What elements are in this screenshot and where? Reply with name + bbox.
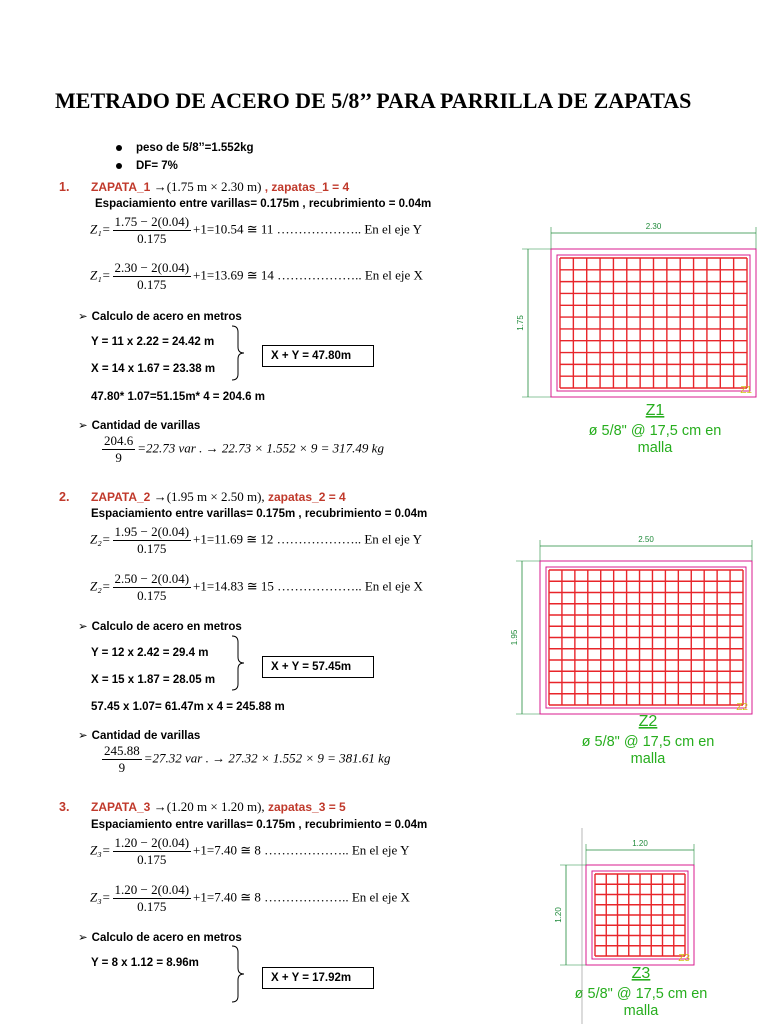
eq-numerator: 245.88 — [104, 743, 140, 758]
dimension-side-label: 1.95 — [510, 629, 519, 646]
section-name: ZAPATA_2 — [91, 490, 151, 504]
eq-lhs: Z₂= — [90, 578, 111, 594]
section-3-calc-heading: ➢ Calculo de acero en metros — [78, 930, 242, 944]
footing-caption-spec: ø 5/8" @ 17,5 cm en — [574, 986, 708, 1002]
eq-numerator: 1.95 − 2(0.04) — [114, 524, 190, 539]
section-2-sum-box: X + Y = 57.45m — [262, 656, 374, 678]
eq-denominator: 9 — [118, 760, 126, 775]
eq-rhs: =22.73 var . → 22.73 × 1.552 × 9 = 317.49 kg — [137, 440, 384, 456]
section-2-qty-heading: ➢ Cantidad de varillas — [78, 728, 200, 742]
section-2-total-line: 57.45 x 1.07= 61.47m x 4 = 245.88 m — [91, 701, 285, 713]
eq-lhs: Z₁= — [90, 267, 111, 283]
dimension-top-label: 2.50 — [638, 535, 654, 544]
eq-lhs: Z₂= — [90, 531, 111, 547]
eq-numerator: 2.30 − 2(0.04) — [114, 260, 190, 275]
eq-denominator: 0.175 — [137, 231, 167, 246]
section-1-number: 1. — [59, 180, 70, 194]
eq-numerator: 204.6 — [104, 433, 134, 448]
eq-denominator: 0.175 — [137, 541, 167, 556]
footing-tag: Z2 — [736, 702, 748, 713]
footing-caption-label: Z1 — [645, 402, 665, 419]
footing-caption-label: Z3 — [631, 965, 651, 982]
section-1-sum-box: X + Y = 47.80m — [262, 345, 374, 367]
page-title: METRADO DE ACERO DE 5/8’’ PARA PARRILLA DE ZAPATAS — [55, 88, 692, 113]
section-dims: →(1.75 m × 2.30 m) — [153, 179, 262, 194]
eq-lhs: Z₁= — [90, 221, 111, 237]
eq-lhs: Z₃= — [90, 842, 111, 858]
eq-rhs: +1=11.69 ≅ 12 ……………….. En el eje Y — [193, 531, 422, 547]
eq-numerator: 2.50 − 2(0.04) — [114, 571, 190, 586]
eq-numerator: 1.20 − 2(0.04) — [114, 882, 190, 897]
eq-denominator: 9 — [115, 450, 122, 465]
section-2-spacing: Espaciamiento entre varillas= 0.175m , recubrimiento = 0.04m — [91, 508, 428, 520]
section-3-number: 3. — [59, 800, 70, 814]
eq-denominator: 0.175 — [137, 899, 167, 914]
section-2-number: 2. — [59, 490, 70, 504]
footing-caption-spec: ø 5/8" @ 17,5 cm en — [588, 423, 722, 439]
dimension-top-label: 1.20 — [632, 839, 648, 848]
section-count: zapatas_2 = 4 — [268, 490, 346, 504]
section-1-total-line: 47.80* 1.07=51.15m* 4 = 204.6 m — [91, 391, 265, 403]
eq-numerator: 1.20 − 2(0.04) — [114, 835, 190, 850]
dimension-side-label: 1.75 — [516, 315, 525, 331]
section-1-spacing: Espaciamiento entre varillas= 0.175m , recubrimiento = 0.04m — [95, 198, 432, 210]
footing-caption-spec: ø 5/8" @ 17,5 cm en — [581, 734, 715, 750]
section-1-calc-heading: ➢ Calculo de acero en metros — [78, 309, 242, 323]
section-name: ZAPATA_1 — [91, 180, 151, 194]
footing-caption-spec2: malla — [637, 440, 673, 456]
eq-denominator: 0.175 — [137, 588, 167, 603]
section-3-sum-box: X + Y = 17.92m — [262, 967, 374, 989]
section-2-calc-heading: ➢ Calculo de acero en metros — [78, 619, 242, 633]
eq-numerator: 1.75 − 2(0.04) — [114, 214, 190, 229]
footing-tag: Z3 — [678, 953, 690, 964]
footing-caption-spec2: malla — [630, 751, 666, 767]
section-1-y-line: Y = 11 x 2.22 = 24.42 m — [91, 336, 215, 348]
section-1-x-line: X = 14 x 1.67 = 23.38 m — [91, 363, 216, 375]
eq-rhs: +1=14.83 ≅ 15 ……………….. En el eje X — [193, 578, 423, 594]
section-dims: →(1.20 m × 1.20 m), — [153, 799, 265, 814]
footing-caption-label: Z2 — [638, 713, 658, 730]
eq-rhs: +1=7.40 ≅ 8 ……………….. En el eje X — [193, 889, 410, 905]
eq-lhs: Z₃= — [90, 889, 111, 905]
footing-tag: Z1 — [740, 385, 752, 396]
section-name: ZAPATA_3 — [91, 800, 151, 814]
section-dims: →(1.95 m × 2.50 m), — [153, 489, 265, 504]
eq-denominator: 0.175 — [137, 277, 167, 292]
dimension-side-label: 1.20 — [554, 907, 563, 923]
eq-rhs: +1=10.54 ≅ 11 ……………….. En el eje Y — [193, 221, 422, 237]
section-3-spacing: Espaciamiento entre varillas= 0.175m , recubrimiento = 0.04m — [91, 819, 428, 831]
dimension-top-label: 2.30 — [645, 222, 662, 231]
section-count: , zapatas_1 = 4 — [264, 180, 350, 194]
eq-rhs: +1=7.40 ≅ 8 ……………….. En el eje Y — [193, 842, 410, 858]
eq-rhs: =27.32 var . → 27.32 × 1.552 × 9 = 381.61 kg — [143, 750, 391, 766]
bullet-text: DF= 7% — [136, 160, 178, 172]
section-2-y-line: Y = 12 x 2.42 = 29.4 m — [91, 647, 209, 659]
footing-caption-spec2: malla — [623, 1003, 659, 1019]
section-3-y-line: Y = 8 x 1.12 = 8.96m — [91, 957, 199, 969]
section-2-x-line: X = 15 x 1.87 = 28.05 m — [91, 674, 216, 686]
section-1-qty-heading: ➢ Cantidad de varillas — [78, 418, 200, 432]
eq-denominator: 0.175 — [137, 852, 167, 867]
eq-rhs: +1=13.69 ≅ 14 ……………….. En el eje X — [193, 267, 423, 283]
section-count: zapatas_3 = 5 — [268, 800, 346, 814]
bullet-text: peso de 5/8’’=1.552kg — [136, 142, 254, 154]
